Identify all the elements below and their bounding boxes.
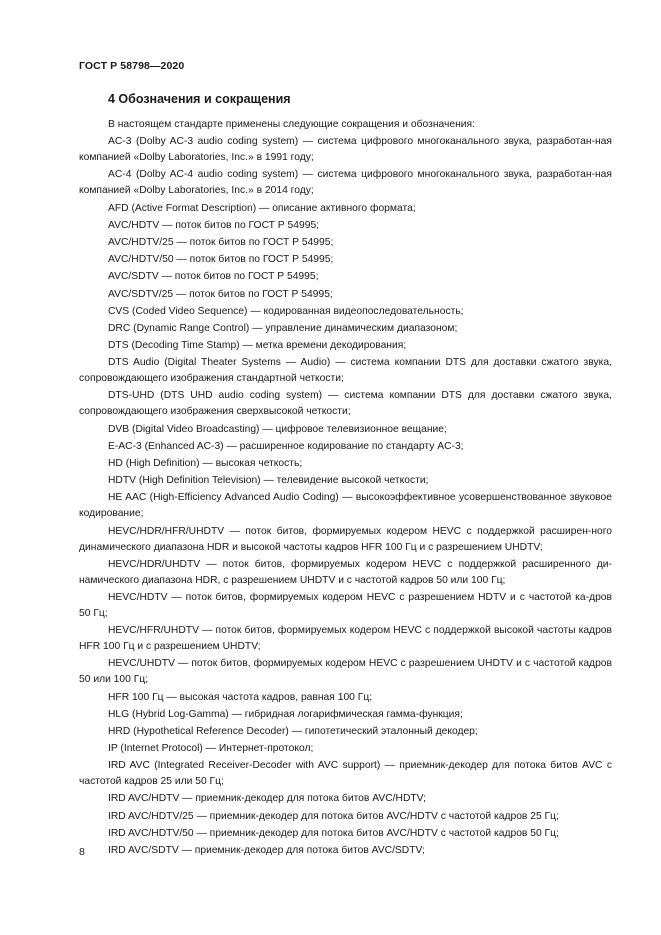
definition-avc-hdtv: AVC/HDTV — поток битов по ГОСТ Р 54995; [108, 219, 320, 231]
definition-ird-avc-sdtv: IRD AVC/SDTV — приемник-декодер для потока битов AVC/SDTV; [108, 845, 425, 856]
page-number: 8 [79, 846, 85, 858]
definition-drc: DRC (Dynamic Range Control) — управление динамическим диапазоном; [108, 322, 458, 334]
definition-ird-avc-hdtv-25: IRD AVC/HDTV/25 — приемник-декодер для потока битов AVC/HDTV с частотой кадров 25 Гц; [108, 810, 559, 822]
definition-he-aac: HE AAC (High-Efficiency Advanced Audio Coding) — высокоэффективное усовершенствованное звуковое кодирование; [79, 492, 612, 520]
definition-hevc-uhdtv: HEVC/UHDTV — поток битов, формируемых кодером HEVC с разрешением UHDTV и с частотой кадров 50 или 100 Гц; [79, 658, 612, 686]
definition-avc-sdtv-25: AVC/SDTV/25 — поток битов по ГОСТ Р 54995; [108, 288, 333, 300]
definition-dts-audio: DTS Audio (Digital Theater Systems — Audio) — система компании DTS для доставки сжатого звука, сопровождающего изображения стандартной четкости; [79, 357, 612, 385]
definition-dvb: DVB (Digital Video Broadcasting) — цифровое телевизионное вещание; [108, 423, 447, 435]
definition-hevc-hfr-uhdtv: HEVC/HFR/UHDTV — поток битов, формируемых кодером HEVC с поддержкой высокой частоты кадров HFR 100 Гц и с разрешением UHDTV; [79, 625, 612, 653]
document-header: ГОСТ Р 58798—2020 [79, 60, 185, 72]
definition-avc-sdtv: AVC/SDTV — поток битов по ГОСТ Р 54995; [108, 271, 319, 283]
definition-afd: AFD (Active Format Description) — описание активного формата; [108, 202, 416, 214]
definition-hfr-100: HFR 100 Гц — высокая частота кадров, равная 100 Гц; [108, 691, 373, 703]
definition-avc-hdtv-25: AVC/HDTV/25 — поток битов по ГОСТ Р 54995; [108, 236, 334, 248]
definition-cvs: CVS (Coded Video Sequence) — кодированная видеопоследовательность; [108, 305, 464, 317]
definition-ird-avc: IRD AVC (Integrated Receiver-Decoder with AVC support) — приемник-декодер для потока битов AVC с частотой кадров 25 или 50 Гц; [79, 760, 612, 788]
definition-dts-uhd: DTS-UHD (DTS UHD audio coding system) — система компании DTS для доставки сжатого звука, сопровождающего изображения сверхвысокой четкости; [79, 390, 612, 418]
definition-hdtv: HDTV (High Definition Television) — телевидение высокой четкости; [108, 475, 429, 487]
definition-ird-avc-hdtv: IRD AVC/HDTV — приемник-декодер для потока битов AVC/HDTV; [108, 793, 427, 805]
definition-ac4: AC-4 (Dolby AC-4 audio coding system) — система цифрового многоканального звука, разработан-ная компанией «Dolby Laboratories, Inc.» в 2014 году; [79, 169, 612, 197]
section-title: 4 Обозначения и сокращения [108, 92, 291, 106]
intro-paragraph: В настоящем стандарте применены следующие сокращения и обозначения: [108, 119, 475, 130]
definition-hrd: HRD (Hypothetical Reference Decoder) — гипотетический эталонный декодер; [108, 725, 478, 737]
definition-ac3: AC-3 (Dolby AC-3 audio coding system) — система цифрового многоканального звука, разработан-ная компанией «Dolby Laboratories, Inc.» в 1991 году; [79, 136, 612, 164]
definition-dts: DTS (Decoding Time Stamp) — метка времени декодирования; [108, 340, 407, 352]
definition-e-ac3: E-AC-3 (Enhanced AC-3) — расширенное кодирование по стандарту AC-3; [108, 440, 464, 452]
definition-ip: IP (Internet Protocol) — Интернет-протокол; [108, 743, 314, 755]
definition-hevc-hdr-hfr-uhdtv: HEVC/HDR/HFR/UHDTV — поток битов, формируемых кодером HEVC с поддержкой расширен-ного динамического диапазона HDR и высокой частоты кадров HFR 100 Гц и с разрешением UHDTV; [79, 525, 612, 553]
section-body [79, 117, 612, 860]
definition-hd: HD (High Definition) — высокая четкость; [108, 458, 303, 469]
definition-hlg: HLG (Hybrid Log-Gamma) — гибридная логарифмическая гамма-функция; [108, 708, 463, 720]
definition-avc-hdtv-50: AVC/HDTV/50 — поток битов по ГОСТ Р 54995; [108, 254, 334, 266]
definition-hevc-hdtv: HEVC/HDTV — поток битов, формируемых кодером HEVC с разрешением HDTV и с частотой ка-дров 50 Гц; [79, 591, 612, 619]
definition-hevc-hdr-uhdtv: HEVC/HDR/UHDTV — поток битов, формируемых кодером HEVC с поддержкой расширенного ди-намического диапазона HDR, с разрешением UHDTV и с частотой кадров 50 или 100 Гц; [79, 558, 612, 586]
definition-ird-avc-hdtv-50: IRD AVC/HDTV/50 — приемник-декодер для потока битов AVC/HDTV с частотой кадров 50 Гц; [108, 827, 559, 839]
